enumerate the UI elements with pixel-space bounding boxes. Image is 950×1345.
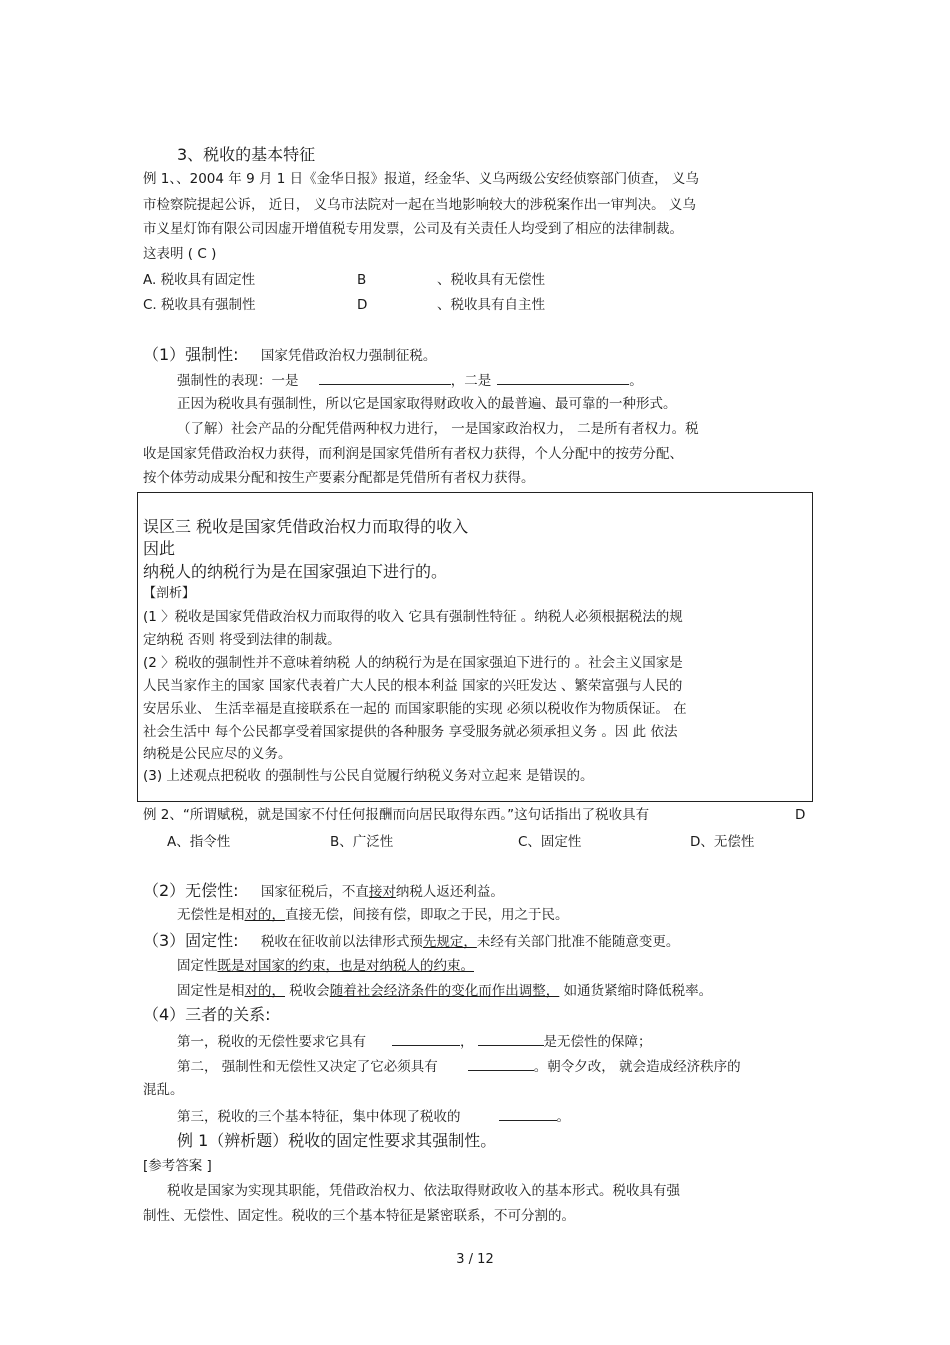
analysis-p2b: 人民当家作主的国家 国家代表着广大人民的根本利益 国家的兴旺发达 、繁荣富强与人民的 [143, 678, 683, 694]
reference-answer-line2: 制性、无偿性、固定性。税收的三个基本特征是紧密联系，不可分割的。 [143, 1208, 575, 1224]
fixed-heading-line [143, 930, 679, 952]
example2-option-a: A、指令性 [167, 834, 231, 850]
fixed-line2 [177, 957, 474, 975]
fixed-heading: （3）固定性: [143, 931, 239, 950]
fixed-line3-underlined-2: 随着社会经济条件的变化而作出调整， [329, 983, 560, 999]
example2-line: 例 2、“所谓赋税，就是国家不付任何报酬而向居民取得东西。”这句话指出了税收具有 [143, 807, 650, 823]
example1-option-d-letter: D [357, 297, 368, 313]
relation-third-suffix: 。 [556, 1109, 570, 1125]
analysis-p1b: 定纳税 否则 将受到法律的制裁。 [143, 632, 341, 648]
analysis-p2a: (2 〉税收的强制性并不意味着纳税 人的纳税行为是在国家强迫下进行的 。社会主义国家是 [143, 655, 683, 671]
example1-option-b-text: 、税收具有无偿性 [437, 272, 545, 288]
misconception-line3: 纳税人的纳税行为是在国家强迫下进行的。 [143, 562, 448, 581]
reference-answer-line1: 税收是国家为实现其职能，凭借政治权力、依法取得财政收入的基本形式。税收具有强 [167, 1183, 680, 1199]
example2-answer: D [795, 807, 806, 823]
relation-third-prefix: 第三，税收的三个基本特征，集中体现了税收的 [177, 1109, 461, 1125]
gratuitous-def-underlined: 接对 [368, 884, 396, 900]
relation-second-continued: 混乱。 [143, 1082, 184, 1098]
compulsory-heading: （1）强制性: [143, 345, 239, 364]
fixed-line2-underlined: 既是对国家的约束，也是对纳税人的约束。 [217, 958, 474, 974]
example1-line2: 市检察院提起公诉， 近日， 义乌市法院对一起在当地影响较大的涉税案作出一审判决。 义乌 [143, 197, 696, 213]
blank-field [478, 1031, 544, 1046]
reference-answer-label: [参考答案 ] [143, 1158, 212, 1174]
blank-field [499, 1106, 557, 1121]
fixed-def-suffix: 未经有关部门批准不能随意变更。 [476, 934, 680, 950]
fixed-line3 [177, 982, 712, 1000]
analysis-p1a: (1 〉税收是国家凭借政治权力而取得的收入 它具有强制性特征 。纳税人必须根据税法的规 [143, 609, 683, 625]
example1-option-d-text: 、税收具有自主性 [437, 297, 545, 313]
gratuitous-heading-line [143, 880, 504, 902]
relation-second-suffix: 。朝令夕改， 就会造成经济秩序的 [533, 1059, 741, 1075]
compulsory-definition: 国家凭借政治权力强制征税。 [260, 348, 437, 364]
compulsory-expression-end: 。 [629, 373, 643, 389]
analysis-p2c: 安居乐业、 生活幸福是直接联系在一起的 而国家职能的实现 必须以税收作为物质保证。 在 [143, 701, 687, 717]
compulsory-expression-middle: ，二是 [450, 373, 492, 389]
fixed-line3-underlined-1: 对的， [244, 983, 285, 999]
example2-option-b: B、广泛性 [330, 834, 394, 850]
gratuitous-def-suffix: 纳税人返还利益。 [395, 884, 504, 900]
relation-heading: （4）三者的关系: [143, 1005, 271, 1024]
blank-field [319, 370, 451, 385]
gratuitous-desc-underlined: 对的， [244, 907, 285, 923]
fixed-line2-prefix: 固定性 [177, 958, 218, 974]
fixed-def-prefix: 税收在征收前以法律形式预 [260, 934, 423, 950]
section-title: 3、税收的基本特征 [177, 145, 316, 164]
fixed-line3-prefix: 固定性是相 [177, 983, 245, 999]
analysis-p3: (3) 上述观点把税收 的强制性与公民自觉履行纳税义务对立起来 是错误的。 [143, 768, 594, 784]
fixed-def-underlined: 先规定， [422, 934, 477, 950]
example1-option-a: A. 税收具有固定性 [143, 272, 256, 288]
relation-first-middle: ， [460, 1034, 474, 1050]
misconception-line2: 因此 [143, 539, 176, 558]
relation-second-prefix: 第二， 强制性和无偿性又决定了它必须具有 [177, 1059, 438, 1075]
compulsory-line4: 收是国家凭借政治权力获得，而利润是国家凭借所有者权力获得，个人分配中的按劳分配、 [143, 446, 683, 462]
compulsory-line3: （了解）社会产品的分配凭借两种权力进行， 一是国家政治权力， 二是所有者权力。税 [177, 421, 699, 437]
gratuitous-def-prefix: 国家征税后，不直 [260, 884, 369, 900]
relation-first-prefix: 第一，税收的无偿性要求它具有 [177, 1034, 366, 1050]
relation-first [177, 1031, 652, 1051]
example1-option-b-letter: B [357, 272, 367, 288]
relation-third [177, 1106, 570, 1126]
example1-line3: 市义星灯饰有限公司因虚开增值税专用发票，公司及有关责任人均受到了相应的法律制裁。 [143, 221, 683, 237]
example2-option-d: D、无偿性 [690, 834, 755, 850]
example1-option-c: C. 税收具有强制性 [143, 297, 256, 313]
analysis-p2e: 纳税是公民应尽的义务。 [143, 746, 292, 762]
analysis-label: 【剖析】 [143, 586, 196, 601]
compulsory-expression [177, 370, 643, 390]
relation-first-suffix: 是无偿性的保障； [543, 1034, 652, 1050]
example2-option-c: C、固定性 [518, 834, 582, 850]
compulsory-heading-line [143, 344, 436, 366]
example1-line1: 例 1、、2004 年 9 月 1 日《金华日报》报道，经金华、义乌两级公安经侦察部门侦查， 义乌 [143, 171, 699, 187]
example1-line4: 这表明 ( C ) [143, 246, 217, 262]
fixed-line3-suffix: 如通货紧缩时降低税率。 [559, 983, 713, 999]
blank-field [392, 1031, 460, 1046]
fixed-line3-middle: 税收会 [285, 983, 330, 999]
misconception-title: 误区三 税收是国家凭借政治权力而取得的收入 [143, 517, 469, 536]
gratuitous-desc [177, 906, 569, 924]
compulsory-line2: 正因为税收具有强制性，所以它是国家取得财政收入的最普遍、最可靠的一种形式。 [177, 396, 677, 412]
gratuitous-heading: （2）无偿性: [143, 881, 239, 900]
blank-field [497, 370, 629, 385]
gratuitous-desc-suffix: 直接无偿，间接有偿，即取之于民，用之于民。 [285, 907, 569, 923]
compulsory-expression-prefix: 强制性的表现：一是 [177, 373, 299, 389]
compulsory-line5: 按个体劳动成果分配和按生产要素分配都是凭借所有者权力获得。 [143, 470, 535, 486]
gratuitous-desc-prefix: 无偿性是相 [177, 907, 245, 923]
relation-second [177, 1056, 741, 1076]
analysis-p2d: 社会生活中 每个公民都享受着国家提供的各种服务 享受服务就必须承担义务 。因 此 依法 [143, 724, 678, 740]
page-number: 3 / 12 [456, 1252, 494, 1267]
example-analysis-title: 例 1（辨析题）税收的固定性要求其强制性。 [177, 1131, 497, 1150]
blank-field [468, 1056, 534, 1071]
